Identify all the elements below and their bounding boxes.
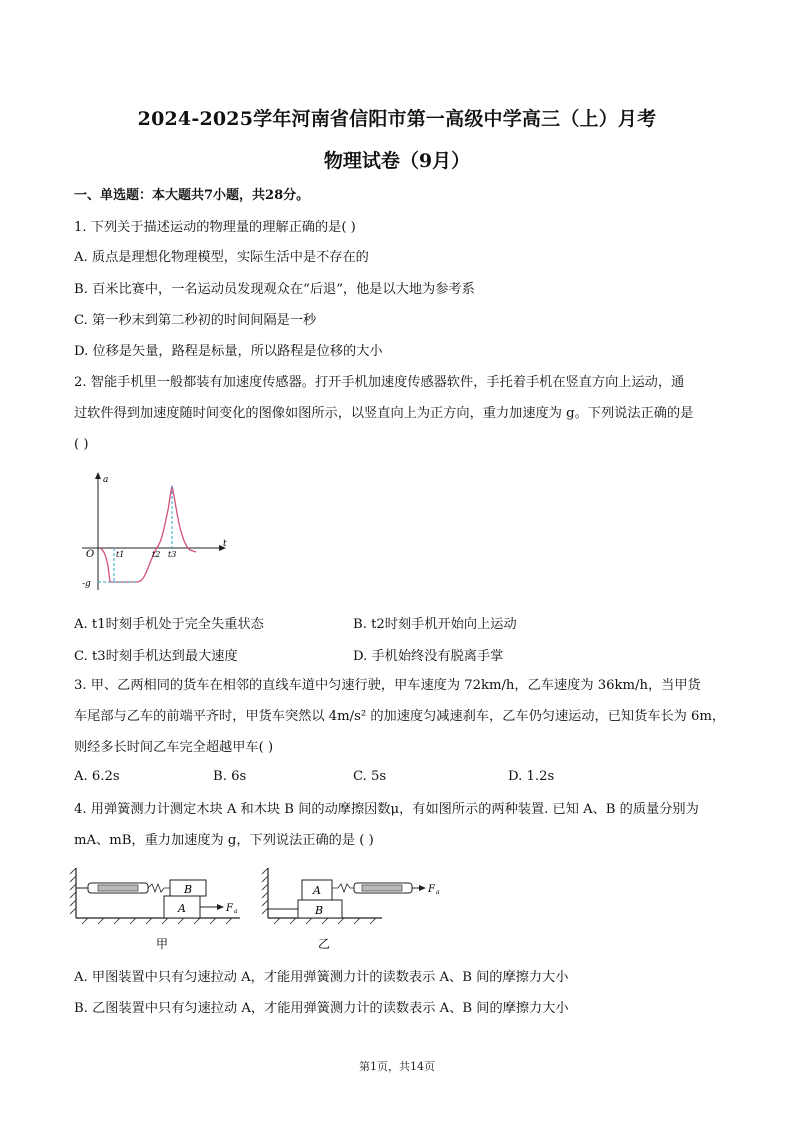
- q1-option-b: B. 百米比赛中，一名运动员发现观众在“后退”，他是以大地为参考系: [74, 282, 475, 297]
- page-footer: 第1页，共14页: [359, 1060, 435, 1073]
- q2-option-a: A. t1时刻手机处于完全失重状态: [74, 617, 264, 632]
- section-heading: 一、单选题：本大题共7小题，共28分。: [74, 188, 310, 203]
- svg-text:A: A: [178, 902, 186, 915]
- apparatus-figure-left: [70, 862, 245, 954]
- q4-option-b: B. 乙图装置中只有匀速拉动 A，才能用弹簧测力计的读数表示 A、B 间的摩擦力大小: [74, 1001, 569, 1016]
- q2-stem-line3: ( ): [74, 437, 89, 452]
- y-axis-label: a: [103, 475, 109, 485]
- q2-option-b: B. t2时刻手机开始向上运动: [353, 617, 517, 632]
- q3-option-b: B. 6s: [213, 769, 247, 784]
- x-axis-label: t: [223, 539, 227, 549]
- q3-option-d: D. 1.2s: [508, 769, 555, 784]
- q2-option-c: C. t3时刻手机达到最大速度: [74, 649, 238, 664]
- apparatus-figure-right: [262, 862, 447, 954]
- q1-option-a: A. 质点是理想化物理模型，实际生活中是不存在的: [74, 250, 369, 265]
- q1-option-d: D. 位移是矢量，路程是标量，所以路程是位移的大小: [74, 344, 383, 359]
- svg-text:a: a: [234, 908, 238, 915]
- neg-g-label: -g: [82, 579, 91, 589]
- svg-text:B: B: [315, 904, 324, 917]
- t2-label: t2: [152, 550, 161, 559]
- svg-text:a: a: [436, 889, 440, 896]
- q2-stem-line1: 2. 智能手机里一般都装有加速度传感器。打开手机加速度传感器软件，手托着手机在竖直方向上运动，通: [74, 375, 685, 390]
- y-axis-arrow-icon: [95, 472, 101, 479]
- exam-subtitle: 物理试卷（9月）: [323, 150, 471, 172]
- q3-stem-line3: 则经多长时间乙车完全超越甲车( ): [74, 740, 274, 755]
- force-arrow-icon: [419, 885, 426, 891]
- origin-label: O: [86, 549, 95, 560]
- caption-left: 甲: [156, 937, 169, 951]
- acceleration-time-graph: [70, 470, 240, 600]
- q4-stem-line2: mA、mB，重力加速度为 g，下列说法正确的是 ( ): [74, 833, 374, 848]
- exam-title: 2024-2025学年河南省信阳市第一高级中学高三（上）月考: [137, 108, 657, 130]
- acceleration-curve: [100, 486, 196, 582]
- q2-option-d: D. 手机始终没有脱离手掌: [353, 649, 504, 664]
- q3-stem-line2: 车尾部与乙车的前端平齐时，甲货车突然以 4m/s² 的加速度匀减速刹车，乙车仍匀速运动，已知货车长为 6m，: [74, 709, 726, 724]
- force-arrow-icon: [217, 904, 224, 910]
- q3-option-a: A. 6.2s: [74, 769, 120, 784]
- q1-option-c: C. 第一秒末到第二秒初的时间间隔是一秒: [74, 313, 317, 328]
- svg-text:F: F: [226, 903, 233, 914]
- q2-stem-line2: 过软件得到加速度随时间变化的图像如图所示，以竖直向上为正方向，重力加速度为 g。下列说法正确的是: [74, 406, 694, 421]
- svg-text:B: B: [184, 883, 193, 896]
- t3-label: t3: [168, 550, 177, 559]
- q4-option-a: A. 甲图装置中只有匀速拉动 A，才能用弹簧测力计的读数表示 A、B 间的摩擦力大小: [74, 970, 569, 985]
- t1-label: t1: [116, 550, 125, 559]
- q3-option-c: C. 5s: [353, 769, 387, 784]
- svg-text:F: F: [428, 884, 435, 895]
- svg-text:A: A: [313, 884, 321, 897]
- q4-stem-line1: 4. 用弹簧测力计测定木块 A 和木块 B 间的动摩擦因数μ，有如图所示的两种装置. 已知 A、B 的质量分别为: [74, 802, 699, 817]
- caption-right: 乙: [318, 937, 331, 951]
- q3-stem-line1: 3. 甲、乙两相同的货车在相邻的直线车道中匀速行驶，甲车速度为 72km/h，乙车速度为 36km/h，当甲货: [74, 678, 701, 693]
- q1-stem: 1. 下列关于描述运动的物理量的理解正确的是( ): [74, 220, 356, 235]
